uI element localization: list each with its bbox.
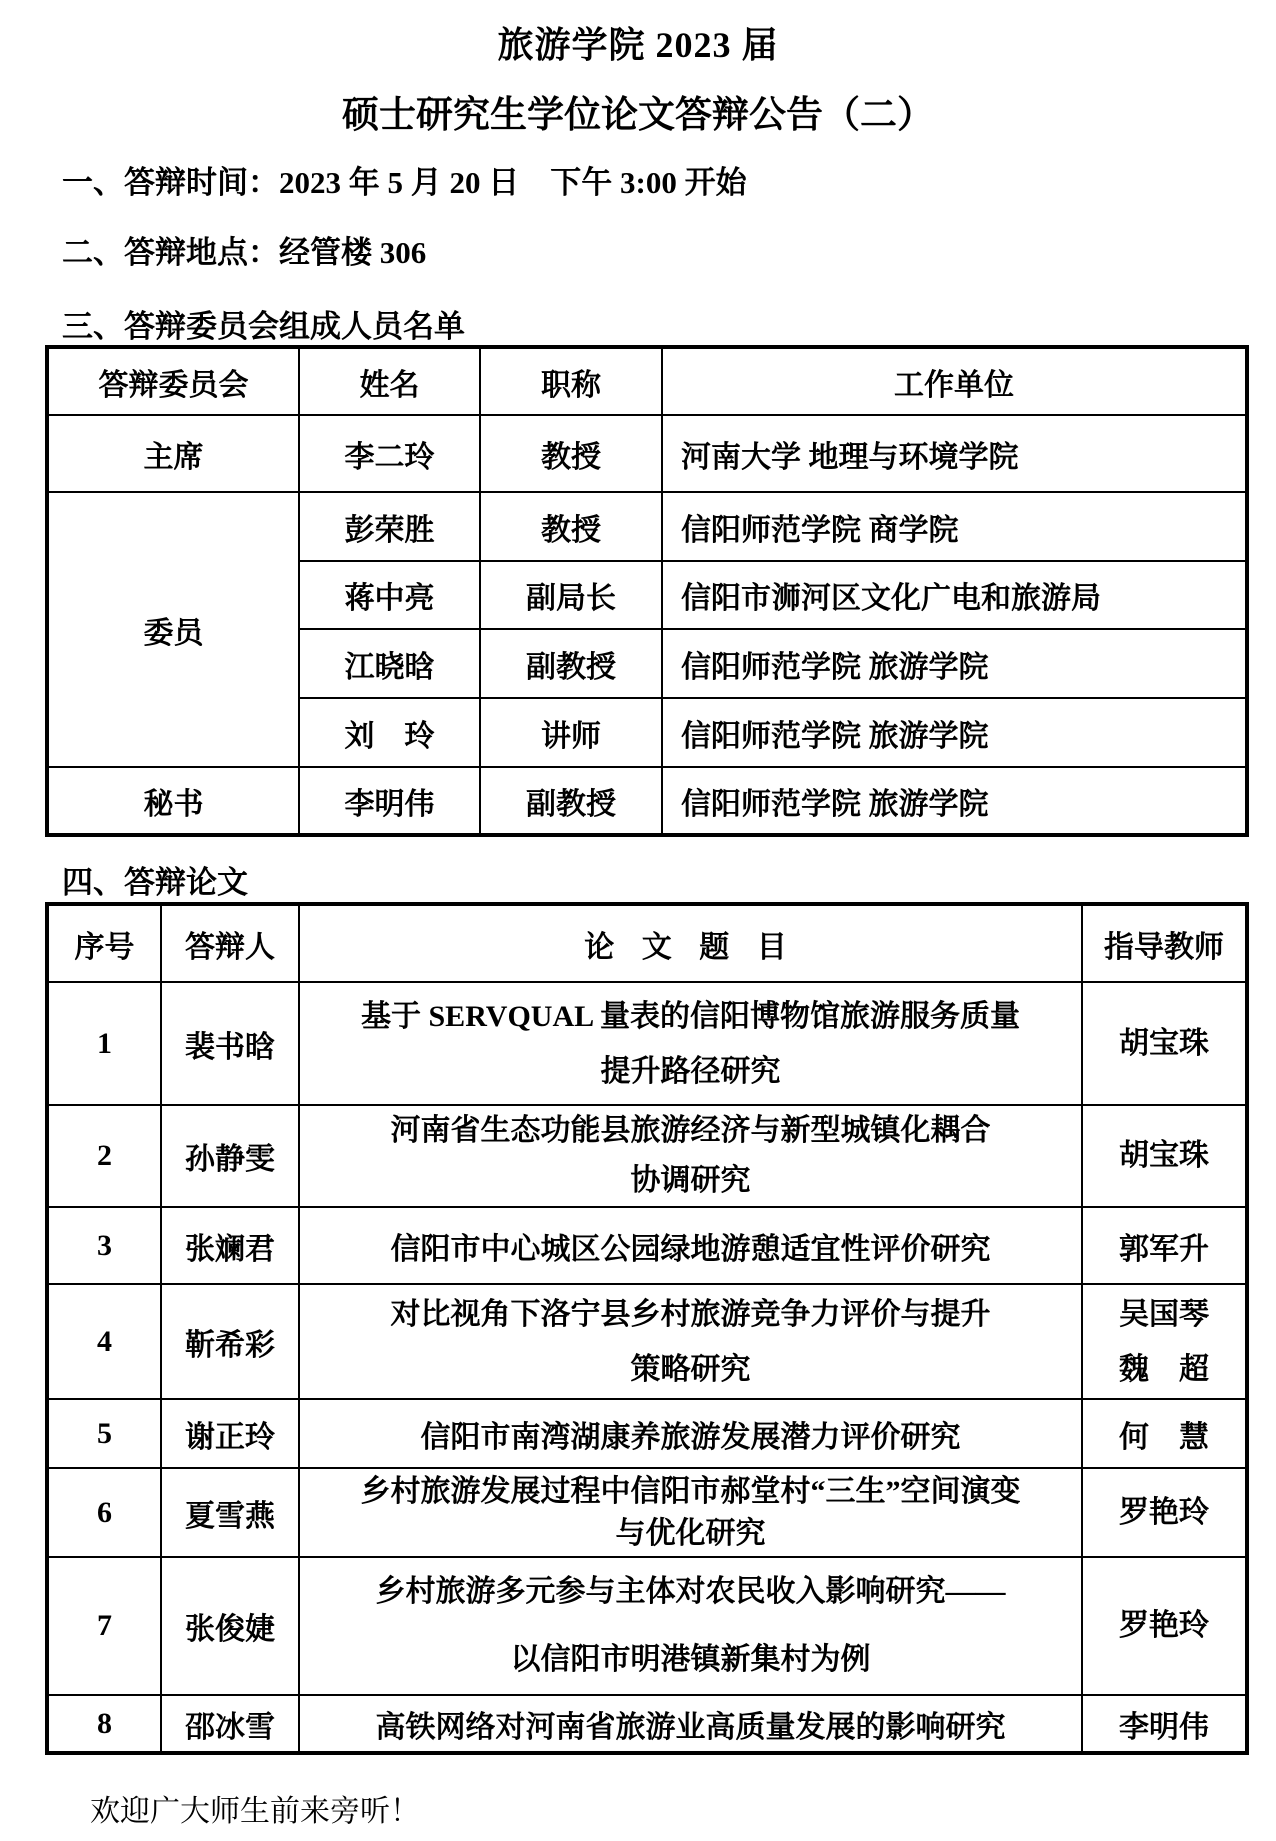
committee-name: 彭荣胜	[299, 492, 480, 561]
committee-header-group: 答辩委员会	[47, 347, 299, 415]
thesis-no: 2	[47, 1105, 161, 1207]
thesis-student: 靳希彩	[161, 1284, 299, 1399]
committee-title: 教授	[480, 415, 662, 492]
section-time-line: 一、答辩时间：2023 年 5 月 20 日 下午 3:00 开始	[62, 165, 747, 200]
thesis-advisor-line: 罗艳玲	[1119, 1609, 1209, 1642]
thesis-table	[45, 902, 1249, 1755]
thesis-title-line: 乡村旅游发展过程中信阳市郝堂村“三生”空间演变	[360, 1474, 1021, 1508]
table-row	[47, 1468, 1247, 1557]
table-row	[47, 1207, 1247, 1284]
thesis-advisor	[1082, 1105, 1247, 1207]
section-committee-heading: 三、答辩委员会组成人员名单	[62, 309, 465, 344]
thesis-no: 5	[47, 1399, 161, 1468]
thesis-no: 1	[47, 982, 161, 1105]
thesis-advisor	[1082, 1284, 1247, 1399]
thesis-student: 邵冰雪	[161, 1695, 299, 1753]
thesis-student: 孙静雯	[161, 1105, 299, 1207]
thesis-title: 信阳市南湾湖康养旅游发展潜力评价研究	[299, 1399, 1082, 1468]
thesis-advisor: 李明伟	[1082, 1695, 1247, 1753]
thesis-student: 张斓君	[161, 1207, 299, 1284]
thesis-header-advisor: 指导教师	[1082, 904, 1247, 982]
table-row	[47, 982, 1247, 1105]
thesis-advisor	[1082, 1468, 1247, 1557]
committee-name: 李二玲	[299, 415, 480, 492]
section-theses-heading: 四、答辩论文	[62, 865, 248, 900]
committee-affiliation: 信阳师范学院 旅游学院	[662, 698, 1247, 767]
committee-name: 刘 玲	[299, 698, 480, 767]
thesis-advisor-line: 罗艳玲	[1119, 1495, 1209, 1529]
committee-role-secretary: 秘书	[47, 767, 299, 835]
committee-title: 副教授	[480, 767, 662, 835]
thesis-title	[299, 1105, 1082, 1207]
table-row	[47, 1695, 1247, 1753]
thesis-title-line: 与优化研究	[615, 1516, 766, 1550]
thesis-title-line: 河南省生态功能县旅游经济与新型城镇化耦合	[390, 1114, 991, 1147]
thesis-advisor: 何 慧	[1082, 1399, 1247, 1468]
committee-role-chair: 主席	[47, 415, 299, 492]
table-row	[47, 1557, 1247, 1695]
page-title-line2: 硕士研究生学位论文答辩公告（二）	[342, 95, 934, 136]
thesis-student: 谢正玲	[161, 1399, 299, 1468]
section-location-line: 二、答辩地点：经管楼 306	[62, 235, 427, 270]
committee-name: 李明伟	[299, 767, 480, 835]
thesis-student: 裴书晗	[161, 982, 299, 1105]
thesis-title: 高铁网络对河南省旅游业高质量发展的影响研究	[299, 1695, 1082, 1753]
committee-title: 讲师	[480, 698, 662, 767]
thesis-title-line: 乡村旅游多元参与主体对农民收入影响研究——	[375, 1575, 1006, 1608]
thesis-advisor-line: 胡宝珠	[1119, 1139, 1209, 1172]
committee-header-name: 姓名	[299, 347, 480, 415]
table-row	[47, 1284, 1247, 1399]
table-row	[47, 415, 1247, 492]
thesis-no: 3	[47, 1207, 161, 1284]
thesis-advisor: 郭军升	[1082, 1207, 1247, 1284]
committee-affiliation: 河南大学 地理与环境学院	[662, 415, 1247, 492]
table-row	[47, 767, 1247, 835]
thesis-title-line: 基于 SERVQUAL 量表的信阳博物馆旅游服务质量	[361, 999, 1020, 1033]
thesis-advisor-line: 胡宝珠	[1119, 1027, 1209, 1060]
thesis-no: 7	[47, 1557, 161, 1695]
committee-header-affiliation: 工作单位	[662, 347, 1247, 415]
thesis-title-line: 以信阳市明港镇新集村为例	[510, 1643, 871, 1676]
thesis-title	[299, 1468, 1082, 1557]
committee-header-title: 职称	[480, 347, 662, 415]
committee-title: 副教授	[480, 629, 662, 698]
committee-affiliation: 信阳师范学院 旅游学院	[662, 767, 1247, 835]
thesis-title-line: 对比视角下洛宁县乡村旅游竞争力评价与提升	[390, 1297, 991, 1331]
committee-title: 副局长	[480, 561, 662, 629]
committee-name: 蒋中亮	[299, 561, 480, 629]
thesis-header-row	[47, 904, 1247, 982]
thesis-advisor	[1082, 1557, 1247, 1695]
table-row	[47, 492, 1247, 561]
committee-affiliation: 信阳市浉河区文化广电和旅游局	[662, 561, 1247, 629]
committee-title: 教授	[480, 492, 662, 561]
page-title-line1: 旅游学院 2023 届	[497, 25, 779, 65]
thesis-header-no: 序号	[47, 904, 161, 982]
table-row	[47, 1399, 1247, 1468]
committee-header-row	[47, 347, 1247, 415]
thesis-title-line: 提升路径研究	[600, 1054, 781, 1088]
thesis-title-line: 策略研究	[630, 1352, 751, 1386]
committee-table	[45, 345, 1249, 837]
thesis-advisor	[1082, 982, 1247, 1105]
thesis-title	[299, 982, 1082, 1105]
thesis-student: 夏雪燕	[161, 1468, 299, 1557]
thesis-title	[299, 1284, 1082, 1399]
thesis-no: 6	[47, 1468, 161, 1557]
thesis-header-title: 论 文 题 目	[299, 904, 1082, 982]
thesis-advisor-line: 魏 超	[1119, 1352, 1209, 1386]
thesis-title	[299, 1557, 1082, 1695]
committee-role-members: 委员	[47, 492, 299, 767]
thesis-no: 8	[47, 1695, 161, 1753]
thesis-advisor-line: 吴国琴	[1119, 1297, 1209, 1331]
committee-affiliation: 信阳师范学院 旅游学院	[662, 629, 1247, 698]
committee-name: 江晓晗	[299, 629, 480, 698]
thesis-student: 张俊婕	[161, 1557, 299, 1695]
table-row	[47, 1105, 1247, 1207]
thesis-header-student: 答辩人	[161, 904, 299, 982]
committee-affiliation: 信阳师范学院 商学院	[662, 492, 1247, 561]
footer-welcome-line: 欢迎广大师生前来旁听！	[90, 1795, 420, 1828]
thesis-no: 4	[47, 1284, 161, 1399]
thesis-title-line: 协调研究	[630, 1164, 751, 1197]
thesis-title: 信阳市中心城区公园绿地游憩适宜性评价研究	[299, 1207, 1082, 1284]
